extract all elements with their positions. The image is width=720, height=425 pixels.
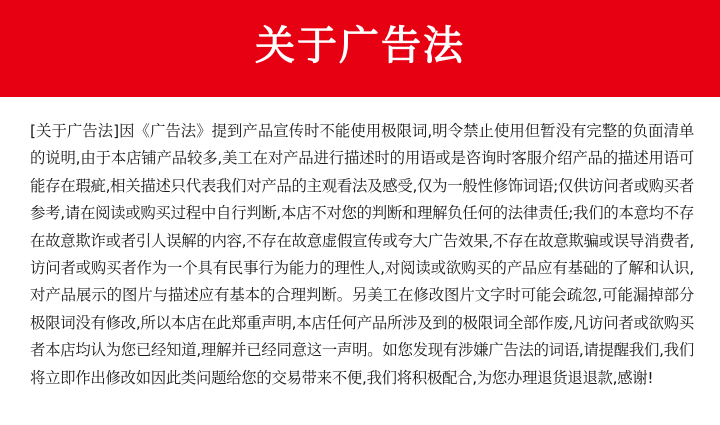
- page-title: 关于广告法: [255, 22, 465, 69]
- header-banner: [0, 0, 720, 97]
- advertising-law-notice: [关于广告法]因《广告法》提到产品宣传时不能使用极限词,明令禁止使用但暂没有完整的负面清单的说明,由于本店铺产品较多,美工在对产品进行描述时的用语或是咨询时客服介绍产品的描述用语可能存在瑕疵,相关描述只代表我们对产品的主观看法及感受,仅为一般性修饰词语;仅供访问者或购买者参考,请在阅读或购买过程中自行判断,本店不对您的判断和理解负任何的法律责任;我们的本意均不存在故意欺诈或者引人误解的内容,不存在故意虚假宣传或夸大广告效果,不存在故意欺骗或误导消费者,访问者或购买者作为一个具有民事行为能力的理性人,对阅读或欲购买的产品应有基础的了解和认识,对产品展示的图片与描述应有基本的合理判断。另美工在修改图片文字时可能会疏忽,可能漏掉部分极限词没有修改,所以本店在此郑重声明,本店任何产品所涉及到的极限词全部作废,凡访问者或欲购买者本店均认为您已经知道,理解并已经同意这一声明。如您发现有涉嫌广告法的词语,请提醒我们,我们将立即作出修改如因此类问题给您的交易带来不便,我们将积极配合,为您办理退货退退款,感谢!: [30, 122, 694, 387]
